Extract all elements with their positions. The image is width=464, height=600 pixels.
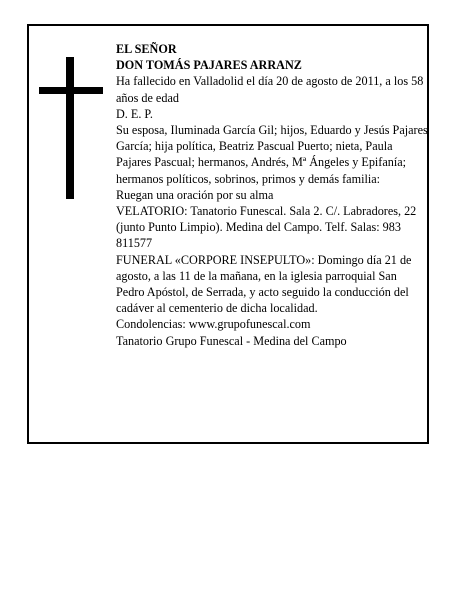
obituary-card: [27, 24, 429, 444]
prayer-request: Ruegan una oración por su alma: [116, 187, 274, 202]
deceased-name: DON TOMÁS PAJARES ARRANZ: [116, 58, 302, 73]
rip-text: D. E. P.: [116, 106, 153, 121]
obituary-heading: EL SEÑOR: [116, 42, 177, 56]
death-notice: Ha fallecido en Valladolid el día 20 de agosto de 2011, a los 58 años de edad: [116, 74, 424, 105]
cross-horizontal-bar: [39, 87, 103, 94]
family-list: Su esposa, Iluminada García Gil; hijos, Eduardo y Jesús Pajares García; hija política, Beatriz Pascual Puerto; nieta, Paula Pajares Pascual; hermanos, Andrés, Mª Ángeles y Epifanía; hermanos políticos, sobrinos, primos y demás familia:: [116, 123, 428, 186]
cross-icon: [39, 57, 103, 199]
wake-details: VELATORIO: Tanatorio Funescal. Sala 2. C/. Labradores, 22 (junto Punto Limpio). Medina del Campo. Telf. Salas: 983 811577: [116, 204, 417, 251]
cross-vertical-bar: [66, 57, 74, 199]
obituary-text: [116, 41, 428, 349]
condolences-website: Condolencias: www.grupofunescal.com: [116, 317, 311, 332]
funeral-details: FUNERAL «CORPORE INSEPULTO»: Domingo día 21 de agosto, a las 11 de la mañana, en la iglesia parroquial San Pedro Apóstol, de Serrada, y acto seguido la conducción del cadáver al cementerio de dicha localidad.: [116, 252, 412, 316]
funeral-home: Tanatorio Grupo Funescal - Medina del Campo: [116, 333, 347, 348]
